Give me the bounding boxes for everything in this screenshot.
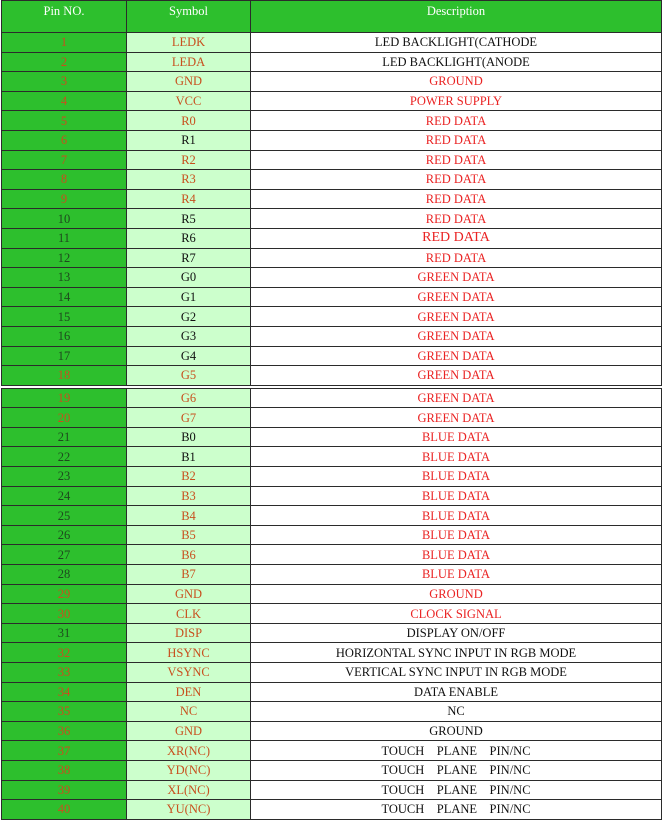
symbol-cell: G5	[127, 366, 251, 386]
table-row	[2, 346, 662, 366]
table-row	[2, 604, 662, 624]
header-row	[2, 1, 662, 33]
pin-number-cell: 9	[2, 189, 127, 209]
table-row	[2, 545, 662, 565]
pin-number-cell: 39	[2, 780, 127, 800]
symbol-cell: G6	[127, 388, 251, 408]
symbol-cell: CLK	[127, 604, 251, 624]
symbol-cell: G2	[127, 307, 251, 327]
table-row	[2, 741, 662, 761]
pin-number-cell: 10	[2, 209, 127, 229]
description-cell: GREEN DATA	[251, 346, 662, 366]
table-row	[2, 189, 662, 209]
table-row	[2, 248, 662, 268]
pin-number-cell: 23	[2, 467, 127, 487]
table-row	[2, 623, 662, 643]
symbol-cell: LEDK	[127, 33, 251, 53]
pin-number-cell: 36	[2, 721, 127, 741]
description-cell: RED DATA	[251, 170, 662, 190]
pin-number-cell: 7	[2, 150, 127, 170]
table-row	[2, 682, 662, 702]
table-row	[2, 721, 662, 741]
pin-number-cell: 17	[2, 346, 127, 366]
table-row	[2, 228, 662, 248]
description-cell: GREEN DATA	[251, 287, 662, 307]
pin-number-cell: 21	[2, 427, 127, 447]
pin-number-cell: 35	[2, 702, 127, 722]
pin-number-cell: 34	[2, 682, 127, 702]
description-cell: GROUND	[251, 584, 662, 604]
symbol-cell: B7	[127, 565, 251, 585]
symbol-cell: YU(NC)	[127, 800, 251, 820]
table-row	[2, 209, 662, 229]
description-cell: GREEN DATA	[251, 408, 662, 428]
description-cell: RED DATA	[251, 248, 662, 268]
pin-number-cell: 26	[2, 525, 127, 545]
pin-number-cell: 8	[2, 170, 127, 190]
table-row	[2, 702, 662, 722]
table-row	[2, 525, 662, 545]
symbol-cell: DISP	[127, 623, 251, 643]
symbol-cell: R1	[127, 130, 251, 150]
description-cell: GROUND	[251, 721, 662, 741]
table-row	[2, 427, 662, 447]
pin-number-cell: 19	[2, 388, 127, 408]
pin-number-cell: 29	[2, 584, 127, 604]
pin-number-cell: 20	[2, 408, 127, 428]
description-cell: GREEN DATA	[251, 366, 662, 386]
description-cell: TOUCH PLANE PIN/NC	[251, 800, 662, 820]
table-body	[2, 33, 662, 820]
pin-number-cell: 3	[2, 72, 127, 92]
pin-number-cell: 30	[2, 604, 127, 624]
description-cell: BLUE DATA	[251, 427, 662, 447]
symbol-cell: B5	[127, 525, 251, 545]
description-cell: RED DATA	[251, 209, 662, 229]
symbol-cell: R3	[127, 170, 251, 190]
table-row	[2, 170, 662, 190]
table-row	[2, 72, 662, 92]
description-cell: HORIZONTAL SYNC INPUT IN RGB MODE	[251, 643, 662, 663]
description-cell: TOUCH PLANE PIN/NC	[251, 760, 662, 780]
table-row	[2, 506, 662, 526]
pin-number-cell: 11	[2, 228, 127, 248]
pin-definition-table	[1, 0, 662, 820]
pin-number-cell: 4	[2, 91, 127, 111]
symbol-cell: G0	[127, 268, 251, 288]
description-cell: LED BACKLIGHT(ANODE	[251, 52, 662, 72]
table-row	[2, 111, 662, 131]
pin-number-cell: 31	[2, 623, 127, 643]
description-cell: NC	[251, 702, 662, 722]
pin-number-cell: 37	[2, 741, 127, 761]
description-cell: TOUCH PLANE PIN/NC	[251, 780, 662, 800]
description-cell: BLUE DATA	[251, 545, 662, 565]
description-cell: RED DATA	[251, 189, 662, 209]
description-cell: GROUND	[251, 72, 662, 92]
pin-number-cell: 12	[2, 248, 127, 268]
pin-number-cell: 24	[2, 486, 127, 506]
symbol-cell: GND	[127, 584, 251, 604]
table-row	[2, 780, 662, 800]
symbol-cell: NC	[127, 702, 251, 722]
description-cell: POWER SUPPLY	[251, 91, 662, 111]
table-row	[2, 663, 662, 683]
pin-number-cell: 40	[2, 800, 127, 820]
symbol-cell: GND	[127, 72, 251, 92]
description-cell: DISPLAY ON/OFF	[251, 623, 662, 643]
table-row	[2, 565, 662, 585]
pin-number-cell: 38	[2, 760, 127, 780]
pin-number-cell: 25	[2, 506, 127, 526]
symbol-cell: B6	[127, 545, 251, 565]
symbol-cell: G4	[127, 346, 251, 366]
symbol-cell: G7	[127, 408, 251, 428]
table-row	[2, 366, 662, 386]
symbol-cell: R2	[127, 150, 251, 170]
pin-number-cell: 6	[2, 130, 127, 150]
table-row	[2, 800, 662, 820]
symbol-cell: B3	[127, 486, 251, 506]
symbol-cell: R0	[127, 111, 251, 131]
table-row	[2, 326, 662, 346]
symbol-cell: G1	[127, 287, 251, 307]
column-header-pin: Pin NO.	[2, 1, 127, 33]
table-row	[2, 91, 662, 111]
description-cell: CLOCK SIGNAL	[251, 604, 662, 624]
table-row	[2, 643, 662, 663]
table-row	[2, 287, 662, 307]
pin-number-cell: 27	[2, 545, 127, 565]
table-row	[2, 388, 662, 408]
table-row	[2, 447, 662, 467]
pin-number-cell: 14	[2, 287, 127, 307]
description-cell: GREEN DATA	[251, 268, 662, 288]
table-row	[2, 467, 662, 487]
pin-number-cell: 15	[2, 307, 127, 327]
description-cell: LED BACKLIGHT(CATHODE	[251, 33, 662, 53]
symbol-cell: LEDA	[127, 52, 251, 72]
table-row	[2, 408, 662, 428]
pin-number-cell: 32	[2, 643, 127, 663]
description-cell: VERTICAL SYNC INPUT IN RGB MODE	[251, 663, 662, 683]
symbol-cell: YD(NC)	[127, 760, 251, 780]
column-header-description: Description	[251, 1, 662, 33]
pin-number-cell: 18	[2, 366, 127, 386]
description-cell: GREEN DATA	[251, 326, 662, 346]
pin-number-cell: 13	[2, 268, 127, 288]
description-cell: RED DATA	[251, 228, 662, 248]
description-cell: BLUE DATA	[251, 467, 662, 487]
description-cell: TOUCH PLANE PIN/NC	[251, 741, 662, 761]
pin-number-cell: 22	[2, 447, 127, 467]
table-row	[2, 268, 662, 288]
table-row	[2, 130, 662, 150]
description-cell: BLUE DATA	[251, 525, 662, 545]
table-row	[2, 33, 662, 53]
symbol-cell: R4	[127, 189, 251, 209]
description-cell: BLUE DATA	[251, 486, 662, 506]
description-cell: RED DATA	[251, 130, 662, 150]
symbol-cell: B0	[127, 427, 251, 447]
pin-number-cell: 5	[2, 111, 127, 131]
symbol-cell: B1	[127, 447, 251, 467]
symbol-cell: B2	[127, 467, 251, 487]
pin-number-cell: 16	[2, 326, 127, 346]
pin-number-cell: 33	[2, 663, 127, 683]
symbol-cell: B4	[127, 506, 251, 526]
table-row	[2, 584, 662, 604]
description-cell: BLUE DATA	[251, 565, 662, 585]
pin-number-cell: 28	[2, 565, 127, 585]
symbol-cell: G3	[127, 326, 251, 346]
description-cell: DATA ENABLE	[251, 682, 662, 702]
symbol-cell: R6	[127, 228, 251, 248]
description-cell: BLUE DATA	[251, 447, 662, 467]
description-cell: GREEN DATA	[251, 307, 662, 327]
pin-number-cell: 1	[2, 33, 127, 53]
table-row	[2, 52, 662, 72]
symbol-cell: R7	[127, 248, 251, 268]
symbol-cell: VSYNC	[127, 663, 251, 683]
table-row	[2, 760, 662, 780]
symbol-cell: XR(NC)	[127, 741, 251, 761]
symbol-cell: VCC	[127, 91, 251, 111]
table-row	[2, 486, 662, 506]
symbol-cell: HSYNC	[127, 643, 251, 663]
symbol-cell: XL(NC)	[127, 780, 251, 800]
description-cell: GREEN DATA	[251, 388, 662, 408]
table-row	[2, 150, 662, 170]
symbol-cell: DEN	[127, 682, 251, 702]
table-row	[2, 307, 662, 327]
symbol-cell: R5	[127, 209, 251, 229]
description-cell: BLUE DATA	[251, 506, 662, 526]
description-cell: RED DATA	[251, 111, 662, 131]
pin-number-cell: 2	[2, 52, 127, 72]
description-cell: RED DATA	[251, 150, 662, 170]
symbol-cell: GND	[127, 721, 251, 741]
column-header-symbol: Symbol	[127, 1, 251, 33]
